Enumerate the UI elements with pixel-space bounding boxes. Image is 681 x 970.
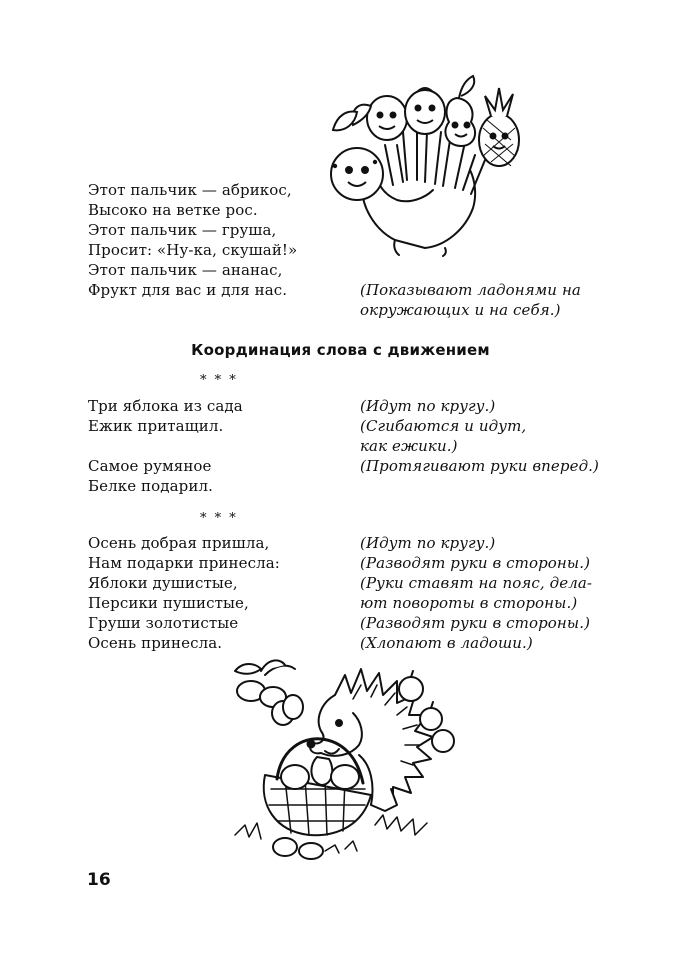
poem1-line: Этот пальчик — груша, [88,221,277,239]
poem2-line: Три яблока из сада [88,397,243,415]
separator-stars: * * * [200,511,238,526]
section-title: Координация слова с движением [191,341,490,359]
poem2-line: Белке подарил. [88,477,213,495]
poem3-line: Груши золотистые [88,614,239,632]
poem3-note: ют повороты в стороны.) [360,594,578,612]
poem2-note: (Протягивают руки вперед.) [360,457,599,475]
poem3-note: (Руки ставят на пояс, дела- [360,574,593,592]
poem2-line: Ежик притащил. [88,417,224,435]
hand-fruit-illustration [315,70,545,255]
poem3-line: Яблоки душистые, [88,574,238,592]
poem1-line: Просит: «Ну-ка, скушай!» [88,241,298,259]
poem1-note: окружающих и на себя.) [360,301,561,319]
apricot-face [331,148,383,200]
poem2-note: (Идут по кругу.) [360,397,496,415]
poem1-note: (Показывают ладонями на [360,281,581,299]
poem3-note: (Идут по кругу.) [360,534,496,552]
poem3-note: (Хлопают в ладоши.) [360,634,533,652]
poem3-line: Персики пушистые, [88,594,249,612]
poem2-line: Самое румяное [88,457,212,475]
poem3-note: (Разводят руки в стороны.) [360,554,591,572]
poem3-line: Нам подарки принесла: [88,554,280,572]
poem1-line: Фрукт для вас и для нас. [88,281,288,299]
poem2-note: (Сгибаются и идут, [360,417,527,435]
hedgehog-basket-illustration [225,655,475,860]
poem1-line: Этот пальчик — абрикос, [88,181,292,199]
poem2-note: как ежики.) [360,437,458,455]
poem3-line: Осень добрая пришла, [88,534,270,552]
poem3-note: (Разводят руки в стороны.) [360,614,591,632]
separator-stars: * * * [200,373,238,388]
poem3-line: Осень принесла. [88,634,223,652]
poem1-line: Высоко на ветке рос. [88,201,258,219]
page-number: 16 [87,870,111,890]
poem1-line: Этот пальчик — ананас, [88,261,283,279]
